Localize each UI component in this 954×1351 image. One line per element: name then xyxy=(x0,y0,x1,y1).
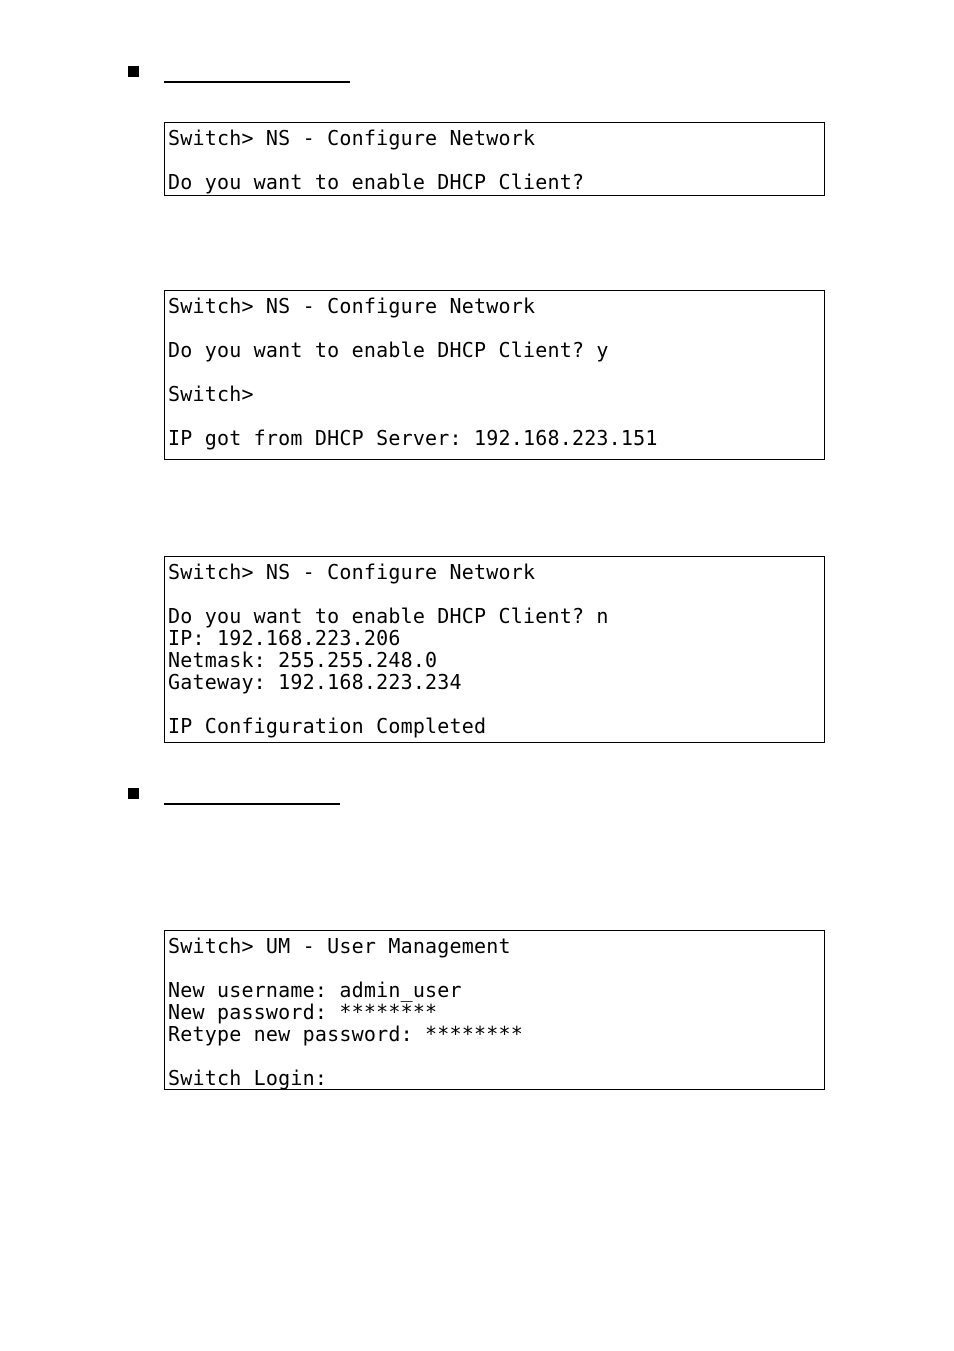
terminal-line: Switch> UM - User Management xyxy=(168,934,511,958)
terminal-line: Switch> xyxy=(168,382,254,406)
terminal-line: Switch> NS - Configure Network xyxy=(168,560,536,584)
terminal-network-dhcp-yes xyxy=(164,290,825,460)
terminal-blank-line xyxy=(168,957,821,979)
terminal-line: IP Configuration Completed xyxy=(168,714,487,738)
terminal-line: Gateway: 192.168.223.234 xyxy=(168,670,462,694)
section-heading-rule-user-management xyxy=(164,803,340,805)
terminal-user-management xyxy=(164,930,825,1090)
section-heading-rule-network xyxy=(164,81,350,83)
terminal-blank-line xyxy=(168,317,821,339)
terminal-line: New username: admin_user xyxy=(168,978,462,1002)
terminal-blank-line xyxy=(168,149,821,171)
terminal-line: Do you want to enable DHCP Client? y xyxy=(168,338,609,362)
terminal-blank-line xyxy=(168,361,821,383)
terminal-blank-line xyxy=(168,1045,821,1067)
terminal-line: Retype new password: ******** xyxy=(168,1022,523,1046)
terminal-blank-line xyxy=(168,693,821,715)
terminal-line: Netmask: 255.255.248.0 xyxy=(168,648,438,672)
terminal-network-prompt xyxy=(164,122,825,196)
terminal-line: Switch> NS - Configure Network xyxy=(168,126,536,150)
terminal-line: Do you want to enable DHCP Client? xyxy=(168,170,585,194)
section-bullet-network xyxy=(128,66,139,77)
terminal-line: Do you want to enable DHCP Client? n xyxy=(168,604,609,628)
terminal-line: IP: 192.168.223.206 xyxy=(168,626,401,650)
section-bullet-user-management xyxy=(128,788,139,799)
terminal-blank-line xyxy=(168,583,821,605)
terminal-line: IP got from DHCP Server: 192.168.223.151 xyxy=(168,426,658,450)
terminal-line: Switch> NS - Configure Network xyxy=(168,294,536,318)
terminal-line: New password: ******** xyxy=(168,1000,438,1024)
terminal-line: Switch Login: xyxy=(168,1066,328,1090)
terminal-network-dhcp-no xyxy=(164,556,825,743)
terminal-blank-line xyxy=(168,405,821,427)
